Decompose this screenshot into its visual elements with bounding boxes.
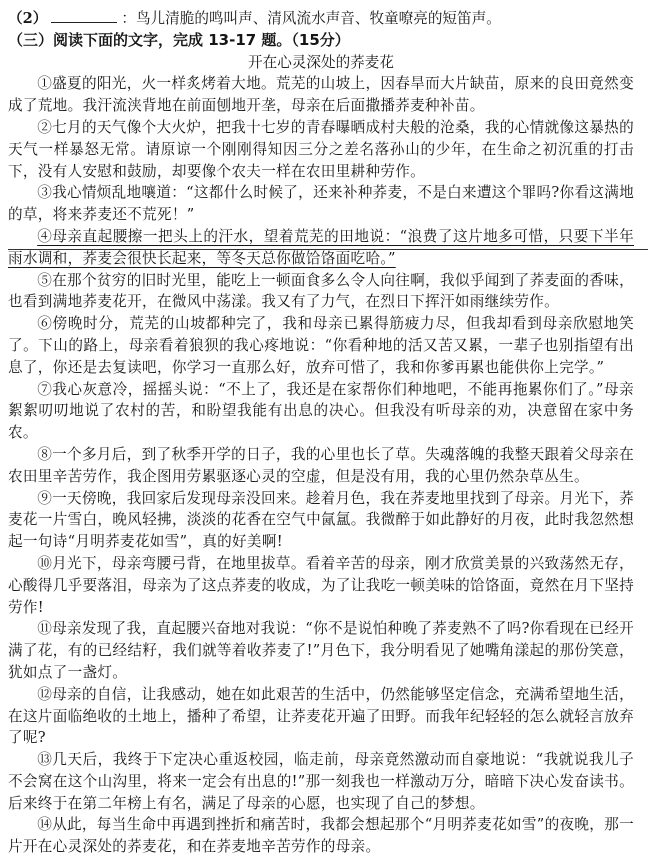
paragraph-7: ⑦我心灰意冷，摇摇头说：“不上了，我还是在家帮你们种地吧，不能再拖累你们了。”母亲絮絮叨叨地说了农村的苦，和盼望我能有出息的决心。但我没有听母亲的劝，决意留在家中务农。 [8,380,634,442]
section-title: （三）阅读下面的文字，完成 13-17 题。（15分） [8,30,350,49]
paragraph-9: ⑨一天傍晚，我回家后发现母亲没回来。趁着月色，我在荞麦地里找到了母亲。月光下，荞麦花一片雪白，晚风轻拂，淡淡的花香在空气中氤氲。我微醉于如此静好的月夜，此时我忽然想起一句诗“月明荞麦花如雪”，真的好美啊! [8,489,634,551]
paragraph-14: ⑭从此，每当生命中再遇到挫折和痛苦时，我都会想起那个“月明荞麦花如雪”的夜晚，那一片开在心灵深处的荞麦花，和在荞麦地辛苦劳作的母亲。 [8,816,634,856]
scan-strike-line [8,249,648,250]
article-title: 开在心灵深处的荞麦花 [248,53,394,71]
question-2 [8,8,634,30]
paragraph-4: ④母亲直起腰擦一把头上的汗水，望着荒芜的田地说：“浪费了这片地多可惜，只要下半年雨水调和，荞麦会很快长起来，等冬天总你做饸饹面吃哈。” [8,227,634,267]
paragraph-3: ③我心情烦乱地嚷道：“这都什么时候了，还来补种荞麦，不是白来遭这个罪吗?你看这满地的草，将来荞麦还不荒死！” [8,184,634,224]
paragraph-5: ⑤在那个贫穷的旧时光里，能吃上一顿面食多么令人向往啊，我似乎闻到了荞麦面的香味，也看到满地荞麦花开，在微风中荡漾。我又有了力气，在烈日下挥汗如雨继续劳作。 [8,271,634,311]
paragraph-12: ⑫母亲的自信，让我感动，她在如此艰苦的生活中，仍然能够坚定信念，充满希望地生活，在这片面临绝收的土地上，播种了希望，让荞麦花开遍了田野。而我年纪轻轻的怎么就轻言放弃了呢? [8,685,634,747]
paragraph-6: ⑥傍晚时分，荒芜的山坡都种完了，我和母亲已累得筋疲力尽，但我却看到母亲欣慰地笑了。下山的路上，母亲看着狼狈的我心疼地说：“你看种地的活又苦又累，一辈子也别指望有出息了，你还是去复读吧，你学习一直那么好，放弃可惜了，我和你爹再累也能供你上完学。” [8,315,634,376]
paragraph-8: ⑧一个多月后，到了秋季开学的日子，我的心里也长了草。失魂落魄的我整天跟着父母亲在农田里辛苦劳作，我企图用劳累驱逐心灵的空虚，但是没有用，我的心里仍然杂草丛生。 [8,445,634,485]
question-number: （2） [8,10,48,27]
article-body [8,73,634,858]
answer-blank[interactable] [51,10,117,23]
question-2-text: ：鸟儿清脆的鸣叫声、清风流水声音、牧童嘹亮的短笛声。 [121,10,501,27]
paragraph-11: ⑪母亲发现了我，直起腰兴奋地对我说：“你不是说怕种晚了荞麦熟不了吗?你看现在已经开满了花，有的已经结籽，我们就等着收荞麦了!”月色下，我分明看见了她嘴角漾起的那份笑意，犹如点了一盏灯。 [8,620,634,681]
paragraph-10: ⑩月光下，母亲弯腰弓背，在地里拔草。看着辛苦的母亲，刚才欣赏美景的兴致荡然无存，心酸得几乎要落泪，母亲为了这点荞麦的收成，为了让我吃一顿美味的饸饹面，竟然在月下坚持劳作! [8,554,634,616]
paragraph-13: ⑬几天后，我终于下定决心重返校园，临走前，母亲竟然激动而自豪地说：“我就说我儿子不会窝在这个山沟里，将来一定会有出息的!”那一刻我也一样激动万分，暗暗下决心发奋读书。后来终于在第二年榜上有名，满足了母亲的心愿，也实现了自己的梦想。 [8,751,634,812]
paragraph-2: ②七月的天气像个大火炉，把我十七岁的青春曝晒成村夫般的沧桑，我的心情就像这暴热的天气一样暴怒无常。请原谅一个刚刚得知因三分之差名落孙山的少年，在生命之初沉重的打击下，没有人安慰和鼓励，却要像个农夫一样在农田里耕种劳作。 [8,118,634,180]
paragraph-1: ①盛夏的阳光，火一样炙烤着大地。荒芜的山坡上，因春旱而大片缺苗，原来的良田竟然变成了荒地。我汗流浃背地在前面刨地开垄，母亲在后面撒播荞麦种补苗。 [8,75,634,115]
